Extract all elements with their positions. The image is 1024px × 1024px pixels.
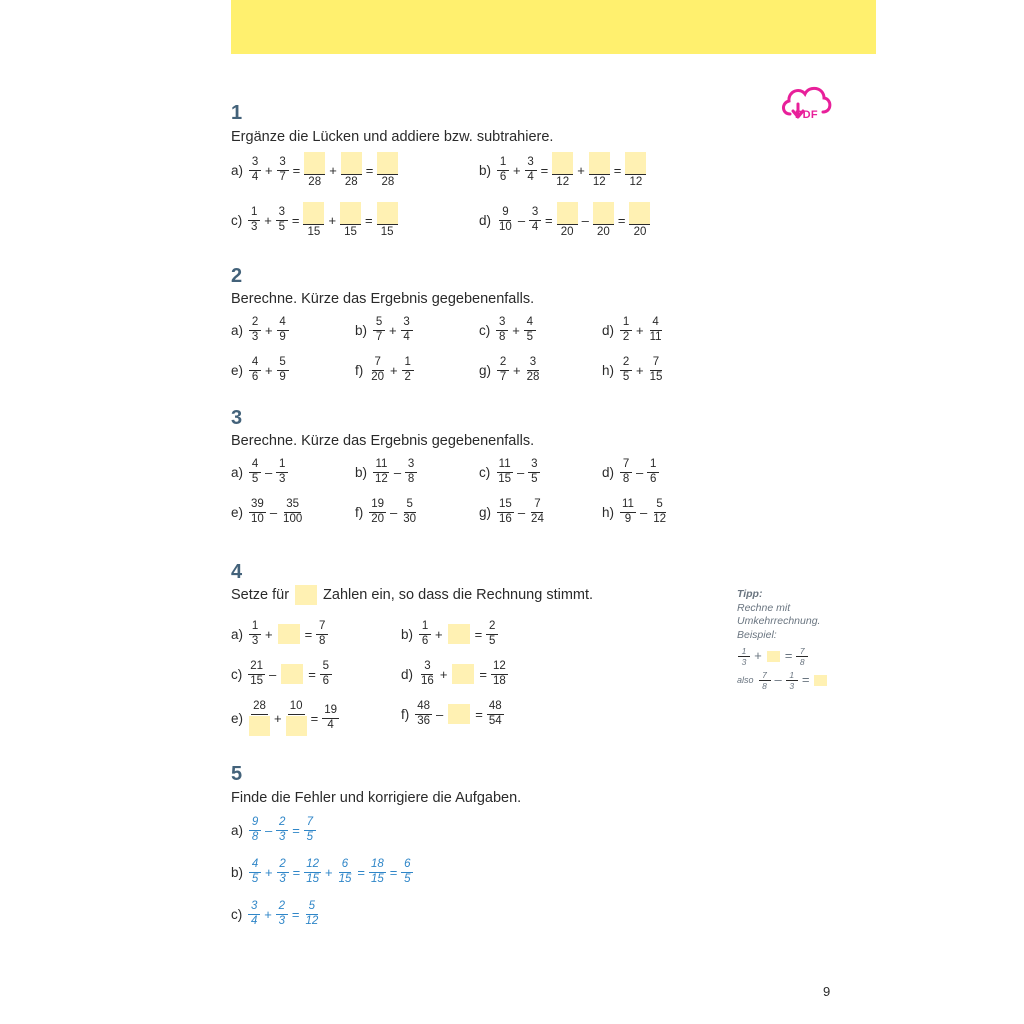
item-label: a) — [231, 162, 244, 178]
gap-box[interactable] — [286, 716, 307, 736]
task-4-d: d) $\frac{3}{16}$ + = $\frac{12}{18}$ — [401, 660, 506, 687]
gap-fraction[interactable]: 12 — [625, 152, 646, 189]
gap-box[interactable] — [278, 624, 300, 644]
header-bar — [231, 0, 876, 54]
task-3-f: f) $\frac{19}{20}$ – $\frac{5}{30}$ — [355, 498, 417, 525]
task-3-h: h) $\frac{11}{9}$ – $\frac{5}{12}$ — [602, 498, 666, 525]
task-2-h: h) $\frac{2}{5}$ + $\frac{7}{15}$ — [602, 356, 663, 383]
task-4-e: e) 28 + 10 = $\frac{19}{4}$ — [231, 701, 340, 736]
gap-box-example — [295, 585, 317, 605]
gap-fraction[interactable]: 15 — [303, 202, 324, 239]
task-2-b: b) $\frac{5}{7}$ + $\frac{3}{4}$ — [355, 317, 414, 343]
gap-fraction[interactable]: 20 — [593, 202, 614, 239]
task-3-number: 3 — [231, 407, 243, 429]
gap-fraction[interactable]: 28 — [341, 152, 362, 189]
gap-fraction[interactable]: 15 — [340, 202, 361, 239]
task-1-d: d) $\frac{9}{10}$ – $\frac{3}{4}$ = 20 – 20 = 20 — [479, 202, 651, 239]
task-2-c: c) $\frac{3}{8}$ + $\frac{4}{5}$ — [479, 317, 537, 343]
gap-box[interactable] — [249, 716, 270, 736]
task-1-a: a) $\frac{3}{4}$ + $\frac{3}{7}$ = 28 + 28 = 28 — [231, 152, 399, 189]
tip-example-2: also $\frac{7}{8}$ – $\frac{1}{3}$ = — [737, 671, 847, 691]
task-3-a: a) $\frac{4}{5}$ – $\frac{1}{3}$ — [231, 459, 289, 485]
task-2-instruction: Berechne. Kürze das Ergebnis gegebenenfalls. — [231, 291, 535, 307]
task-3-g: g) $\frac{15}{16}$ – $\frac{7}{24}$ — [479, 498, 544, 525]
task-1-number: 1 — [231, 102, 243, 124]
gap-fraction[interactable]: 20 — [629, 202, 650, 239]
task-5-b: b) $\frac{4}{5}$ + $\frac{2}{3}$ = $\frac{12}{15}$ + $\frac{6}{15}$ = $\frac{18}{15}$ = $\frac{6}{5}$ — [231, 859, 414, 885]
task-4-a: a) $\frac{1}{3}$ + = $\frac{7}{8}$ — [231, 621, 329, 647]
gap-fraction[interactable]: 20 — [557, 202, 578, 239]
gap-fraction[interactable]: 28 — [304, 152, 325, 189]
gap-fraction[interactable]: 28 — [377, 152, 398, 189]
task-2-e: e) $\frac{4}{6}$ + $\frac{5}{9}$ — [231, 357, 290, 383]
task-4-b: b) $\frac{1}{6}$ + = $\frac{2}{5}$ — [401, 621, 499, 647]
task-5-number: 5 — [231, 763, 243, 785]
gap-box[interactable] — [448, 624, 470, 644]
task-2-g: g) $\frac{2}{7}$ + $\frac{3}{28}$ — [479, 356, 540, 383]
gap-box[interactable] — [448, 704, 470, 724]
task-3-c: c) $\frac{11}{15}$ – $\frac{3}{5}$ — [479, 459, 541, 485]
tip-example-1: $\frac{1}{3}$ + = $\frac{7}{8}$ — [737, 647, 847, 667]
tip-box: Tipp: Rechne mit Umkehrrechnung. Beispiel: $\frac{1}{3}$ + = $\frac{7}{8}$ also $\frac{7}{8}$ – $\frac{1}{3}$ = — [737, 588, 847, 691]
task-4-f: f) $\frac{48}{36}$ – = $\frac{48}{54}$ — [401, 700, 502, 727]
task-2-f: f) $\frac{7}{20}$ + $\frac{1}{2}$ — [355, 357, 415, 383]
task-4-instruction: Setze für Zahlen ein, so dass die Rechnung stimmt. — [231, 587, 594, 603]
task-5-instruction: Finde die Fehler und korrigiere die Aufgaben. — [231, 790, 522, 806]
task-3-instruction: Berechne. Kürze das Ergebnis gegebenenfalls. — [231, 433, 535, 449]
task-5-c: c) $\frac{3}{4}$ + $\frac{2}{3}$ = $\frac{5}{12}$ — [231, 900, 319, 927]
task-1-instruction: Ergänze die Lücken und addiere bzw. subtrahiere. — [231, 129, 554, 145]
fraction: $\frac{3}{7}$ — [277, 157, 289, 183]
task-2-number: 2 — [231, 265, 243, 287]
task-1-c: c) $\frac{1}{3}$ + $\frac{3}{5}$ = 15 + 15 = 15 — [231, 202, 399, 239]
gap-box[interactable] — [452, 664, 474, 684]
task-4-c: c) $\frac{21}{15}$ – = $\frac{5}{6}$ — [231, 661, 333, 687]
gap-fraction[interactable]: 12 — [552, 152, 573, 189]
task-3-d: d) $\frac{7}{8}$ – $\frac{1}{6}$ — [602, 459, 660, 485]
task-1-b: b) $\frac{1}{6}$ + $\frac{3}{4}$ = 12 + 12 = 12 — [479, 152, 647, 189]
gap-fraction[interactable]: 12 — [589, 152, 610, 189]
page-number: 9 — [823, 984, 831, 999]
gap-fraction[interactable]: 15 — [377, 202, 398, 239]
task-3-e: e) $\frac{39}{10}$ – $\frac{35}{100}$ — [231, 498, 303, 525]
fraction: $\frac{3}{4}$ — [249, 157, 261, 183]
task-3-b: b) $\frac{11}{12}$ – $\frac{3}{8}$ — [355, 459, 418, 485]
task-4-number: 4 — [231, 561, 243, 583]
gap-box[interactable] — [281, 664, 303, 684]
task-2-a: a) $\frac{2}{3}$ + $\frac{4}{9}$ — [231, 317, 290, 343]
task-5-a: a) $\frac{9}{8}$ – $\frac{2}{3}$ = $\frac{7}{5}$ — [231, 817, 317, 843]
pdf-label: PDF — [795, 109, 818, 121]
task-2-d: d) $\frac{1}{2}$ + $\frac{4}{11}$ — [602, 316, 662, 343]
